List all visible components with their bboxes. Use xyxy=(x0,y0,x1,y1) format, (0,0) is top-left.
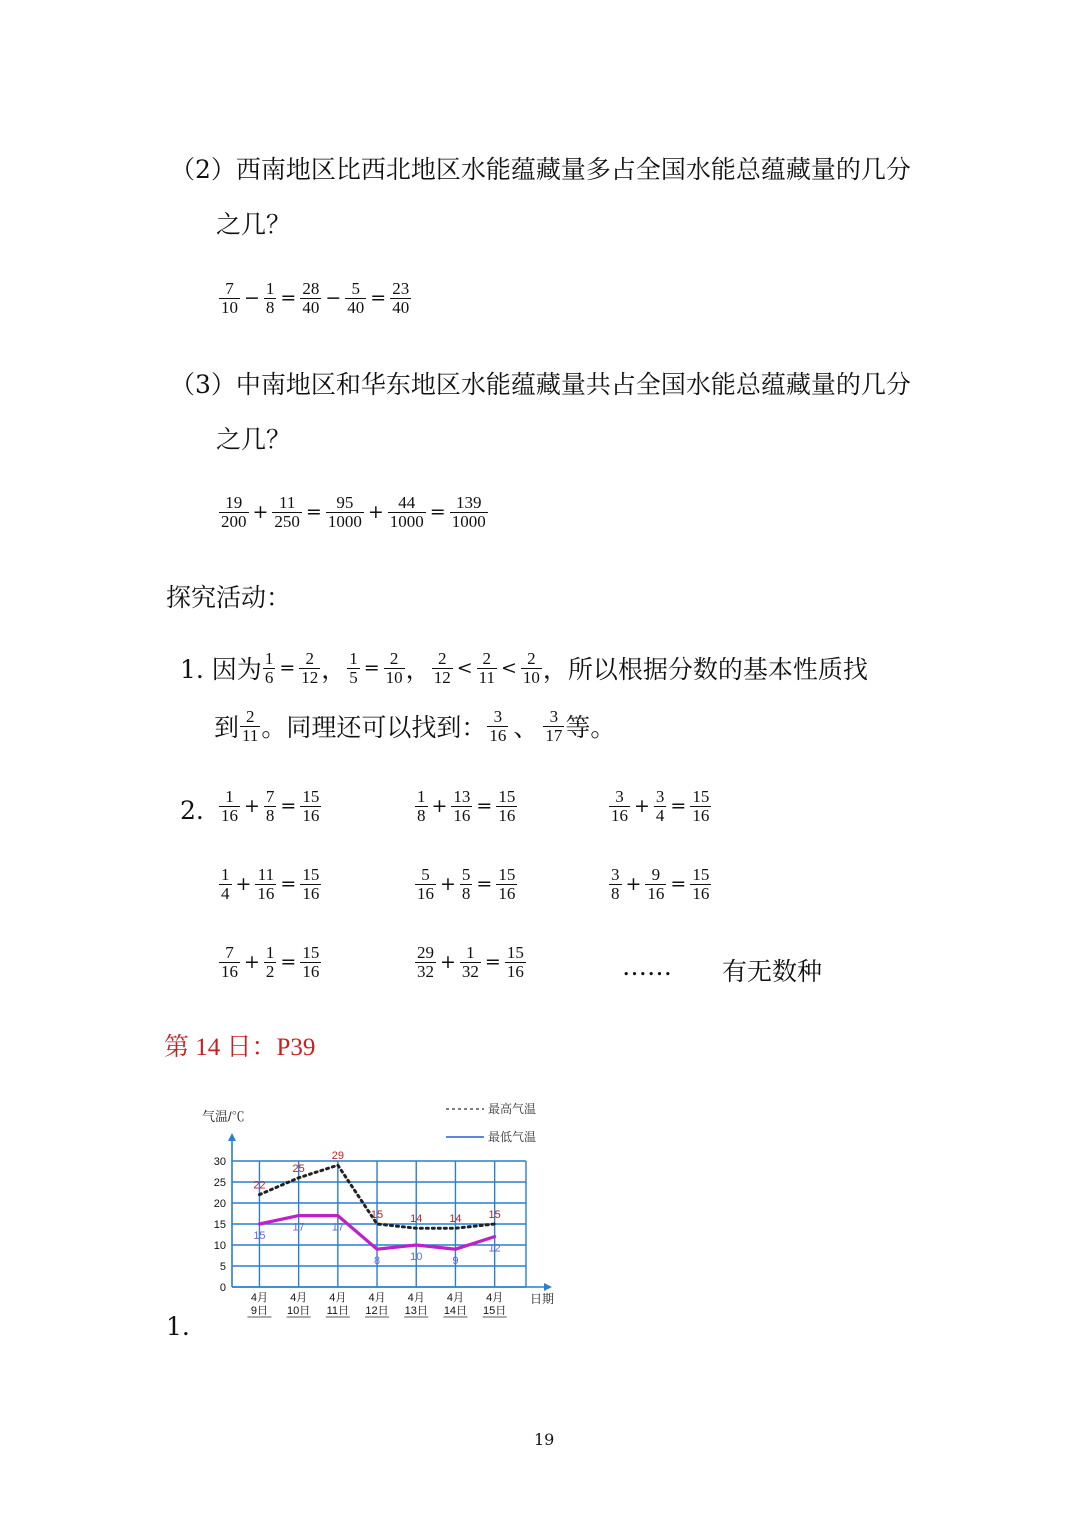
day-title: 第 14 日：P39 xyxy=(164,1034,316,1061)
data-label: 14 xyxy=(449,1213,462,1226)
y-tick-label: 15 xyxy=(213,1219,226,1231)
data-label: 17 xyxy=(292,1221,305,1234)
x-tick-label: 15日 xyxy=(483,1305,507,1317)
infinite-note: 有无数种 xyxy=(722,957,823,986)
y-tick-label: 20 xyxy=(213,1198,226,1210)
ellipsis: …… xyxy=(622,952,672,981)
sum-equation: $\frac{3}{8}$ + $\frac{9}{16}$ = $\frac{15}{16}$ xyxy=(611,865,710,903)
x-tick-label: 4月 xyxy=(250,1292,269,1304)
x-axis-label: 日期 xyxy=(530,1292,555,1306)
x-tick-label: 4月 xyxy=(407,1292,425,1304)
q2-equation: $\frac{7}{10}$ − $\frac{1}{8}$ = $\frac{28}{40}$ − $\frac{5}{40}$ = $\frac{23}{40}$ xyxy=(221,279,410,317)
data-label: 17 xyxy=(331,1221,344,1234)
data-label: 12 xyxy=(488,1242,501,1255)
legend-label: 最低气温 xyxy=(488,1130,537,1144)
y-tick-label: 0 xyxy=(219,1282,226,1294)
sum-equation: $\frac{29}{32}$ + $\frac{1}{32}$ = $\frac{15}{16}$ xyxy=(417,943,524,981)
page-number: 19 xyxy=(534,1430,555,1449)
x-tick-label: 4月 xyxy=(290,1292,308,1304)
legend-label: 最高气温 xyxy=(488,1102,537,1116)
data-label: 8 xyxy=(373,1255,381,1268)
data-label: 10 xyxy=(410,1251,423,1263)
y-axis-arrow xyxy=(228,1133,236,1141)
y-tick-label: 10 xyxy=(213,1240,226,1252)
data-label: 9 xyxy=(452,1255,459,1268)
sum-equation: $\frac{1}{16}$ + $\frac{7}{8}$ = $\frac{15}{16}$ xyxy=(221,787,320,825)
data-label: 29 xyxy=(331,1150,344,1163)
explore-item1-line1: 1. 因为 $\frac{1}{6}$ = $\frac{2}{12}$ ， $\frac{1}{5}$ = $\frac{2}{10}$ ， $\frac{2}{12}$ < $\frac{2}{11}$ < $\frac{2}{10}$ ，所以根据分数的基本性质找 xyxy=(180,649,868,687)
q2-line1: （2）西南地区比西北地区水能蕴藏量多占全国水能总蕴藏量的几分 xyxy=(170,155,911,184)
temperature-line-chart xyxy=(196,1095,566,1335)
chart-item-num: 1. xyxy=(166,1312,190,1341)
q3-equation: $\frac{19}{200}$ + $\frac{11}{250}$ = $\frac{95}{1000}$ + $\frac{44}{1000}$ = $\frac{139}{1000}$ xyxy=(221,493,486,531)
explore-item2-num: 2. xyxy=(180,796,204,825)
data-label: 15 xyxy=(488,1209,501,1221)
sum-equation: $\frac{3}{16}$ + $\frac{3}{4}$ = $\frac{15}{16}$ xyxy=(611,787,710,825)
x-axis-arrow xyxy=(544,1283,552,1291)
data-label: 14 xyxy=(410,1213,423,1226)
x-tick-label: 4月 xyxy=(446,1292,465,1304)
sum-equation: $\frac{7}{16}$ + $\frac{1}{2}$ = $\frac{15}{16}$ xyxy=(221,943,320,981)
q2-line2: 之几？ xyxy=(216,210,292,239)
explore-heading: 探究活动： xyxy=(166,583,292,612)
data-label: 15 xyxy=(253,1230,266,1242)
y-tick-label: 25 xyxy=(213,1177,226,1189)
data-label: 22 xyxy=(253,1179,266,1192)
sum-equation: $\frac{1}{8}$ + $\frac{13}{16}$ = $\frac{15}{16}$ xyxy=(417,787,516,825)
x-tick-label: 4月 xyxy=(329,1292,347,1304)
explore-item1-line2: 到 $\frac{2}{11}$ 。同理还可以找到： $\frac{3}{16}$ 、 $\frac{3}{17}$ 等。 xyxy=(214,707,616,745)
data-label: 15 xyxy=(370,1209,384,1221)
x-tick-label: 4月 xyxy=(368,1292,386,1304)
x-tick-label: 4月 xyxy=(486,1292,504,1304)
x-tick-label: 13日 xyxy=(404,1305,428,1317)
x-tick-label: 10日 xyxy=(287,1305,311,1317)
x-tick-label: 12日 xyxy=(365,1305,389,1317)
data-label: 25 xyxy=(292,1162,305,1175)
x-tick-label: 9日 xyxy=(250,1305,269,1317)
y-tick-label: 30 xyxy=(213,1156,226,1168)
q3-line2: 之几？ xyxy=(216,425,292,454)
q3-line1: （3）中南地区和华东地区水能蕴藏量共占全国水能总蕴藏量的几分 xyxy=(170,370,911,399)
y-axis-label: 气温/℃ xyxy=(202,1109,245,1124)
x-tick-label: 14日 xyxy=(443,1305,468,1317)
sum-equation: $\frac{5}{16}$ + $\frac{5}{8}$ = $\frac{15}{16}$ xyxy=(417,865,516,903)
sum-equation: $\frac{1}{4}$ + $\frac{11}{16}$ = $\frac{15}{16}$ xyxy=(221,865,320,903)
x-tick-label: 11日 xyxy=(326,1305,350,1317)
y-tick-label: 5 xyxy=(219,1261,226,1273)
